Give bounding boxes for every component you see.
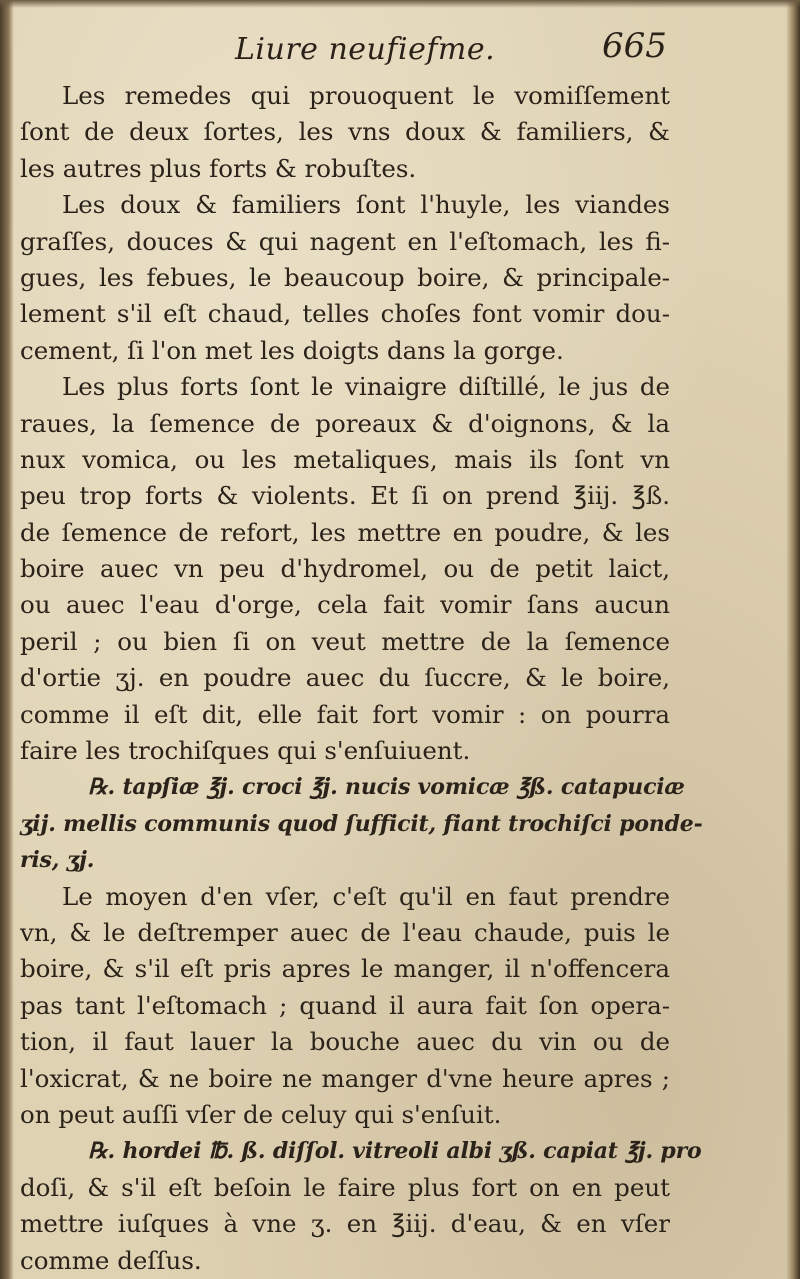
text-line: ou auec l'eau d'orge, cela fait vomir ſans aucun: [20, 590, 670, 620]
text-line: l'oxicrat, & ne boire ne manger d'vne heure apres ;: [20, 1063, 670, 1093]
text-line: comme deſſus.: [20, 1245, 202, 1275]
page-binding-edge: [0, 0, 14, 1279]
running-head: Liure neufiefme.: [235, 32, 496, 67]
text-line: Les plus forts ſont le vinaigre diſtillé, le jus de: [62, 372, 670, 402]
text-line: Les doux & familiers ſont l'huyle, les viandes: [62, 190, 670, 220]
text-line: Les remedes qui prouoquent le vomiſſement: [62, 81, 670, 110]
text-line: peu trop forts & violents. Et ſi on prend ℥iij. ℥ß.: [20, 481, 670, 511]
text-line: boire auec vn peu d'hydromel, ou de petit laict,: [20, 554, 670, 584]
page-outer-edge: [786, 0, 800, 1279]
text-line: peril ; ou bien ſi on veut mettre de la ſemence: [20, 626, 670, 656]
text-line: de ſemence de refort, les mettre en poudre, & les: [20, 517, 670, 547]
recipe-line: ℞. tapſiæ ℥j. croci ℥j. nucis vomicæ ℥ß. catapuciæ: [88, 774, 685, 801]
text-line: d'ortie ʒj. en poudre auec du ſuccre, & le boire,: [20, 663, 670, 693]
text-line: pas tant l'eſtomach ; quand il aura fait ſon opera-: [20, 990, 670, 1020]
recipe-line: ℞. hordei ℔. ß. diſſol. vitreoli albi ʒß. capiat ℥j. pro: [88, 1138, 702, 1165]
page-top-edge: [0, 0, 800, 8]
text-line: les autres plus forts & robuſtes.: [20, 153, 417, 183]
recipe-line: ʒij. mellis communis quod ſufficit, fiant trochiſci ponde-: [20, 810, 703, 837]
page-header: [0, 26, 800, 76]
page-number: 665: [602, 26, 667, 66]
recipe-line: ris, ʒj.: [20, 847, 95, 874]
text-line: Le moyen d'en vſer, c'eſt qu'il en faut prendre: [62, 881, 670, 911]
text-line: gues, les febues, le beaucoup boire, & principale-: [20, 262, 670, 292]
text-line: cement, ſi l'on met les doigts dans la gorge.: [20, 335, 564, 365]
text-line: boire, & s'il eſt pris apres le manger, il n'offencera: [20, 954, 670, 984]
text-line: tion, il faut lauer la bouche auec du vin ou de: [20, 1027, 670, 1057]
text-line: doſi, & s'il eſt beſoin le faire plus fort on en peut: [20, 1172, 670, 1202]
text-line: lement s'il eſt chaud, telles choſes font vomir dou-: [20, 299, 670, 329]
text-line: faire les trochiſques qui s'enſuiuent.: [20, 736, 471, 766]
body-text: [20, 78, 703, 1279]
text-line: vn, & le deſtremper auec de l'eau chaude, puis le: [20, 917, 670, 947]
text-line: comme il eſt dit, elle fait fort vomir : on pourra: [20, 699, 670, 729]
text-line: raues, la ſemence de poreaux & d'oignons, & la: [20, 408, 670, 438]
text-line: mettre iuſques à vne ʒ. en ℥iij. d'eau, & en vſer: [20, 1209, 670, 1239]
text-line: graſſes, douces & qui nagent en l'eſtomach, les fi-: [20, 226, 670, 256]
text-line: on peut auſſi vſer de celuy qui s'enſuit.: [20, 1099, 502, 1129]
text-line: nux vomica, ou les metaliques, mais ils ſont vn: [20, 444, 670, 474]
text-line: ſont de deux ſortes, les vns doux & familiers, &: [20, 117, 670, 147]
